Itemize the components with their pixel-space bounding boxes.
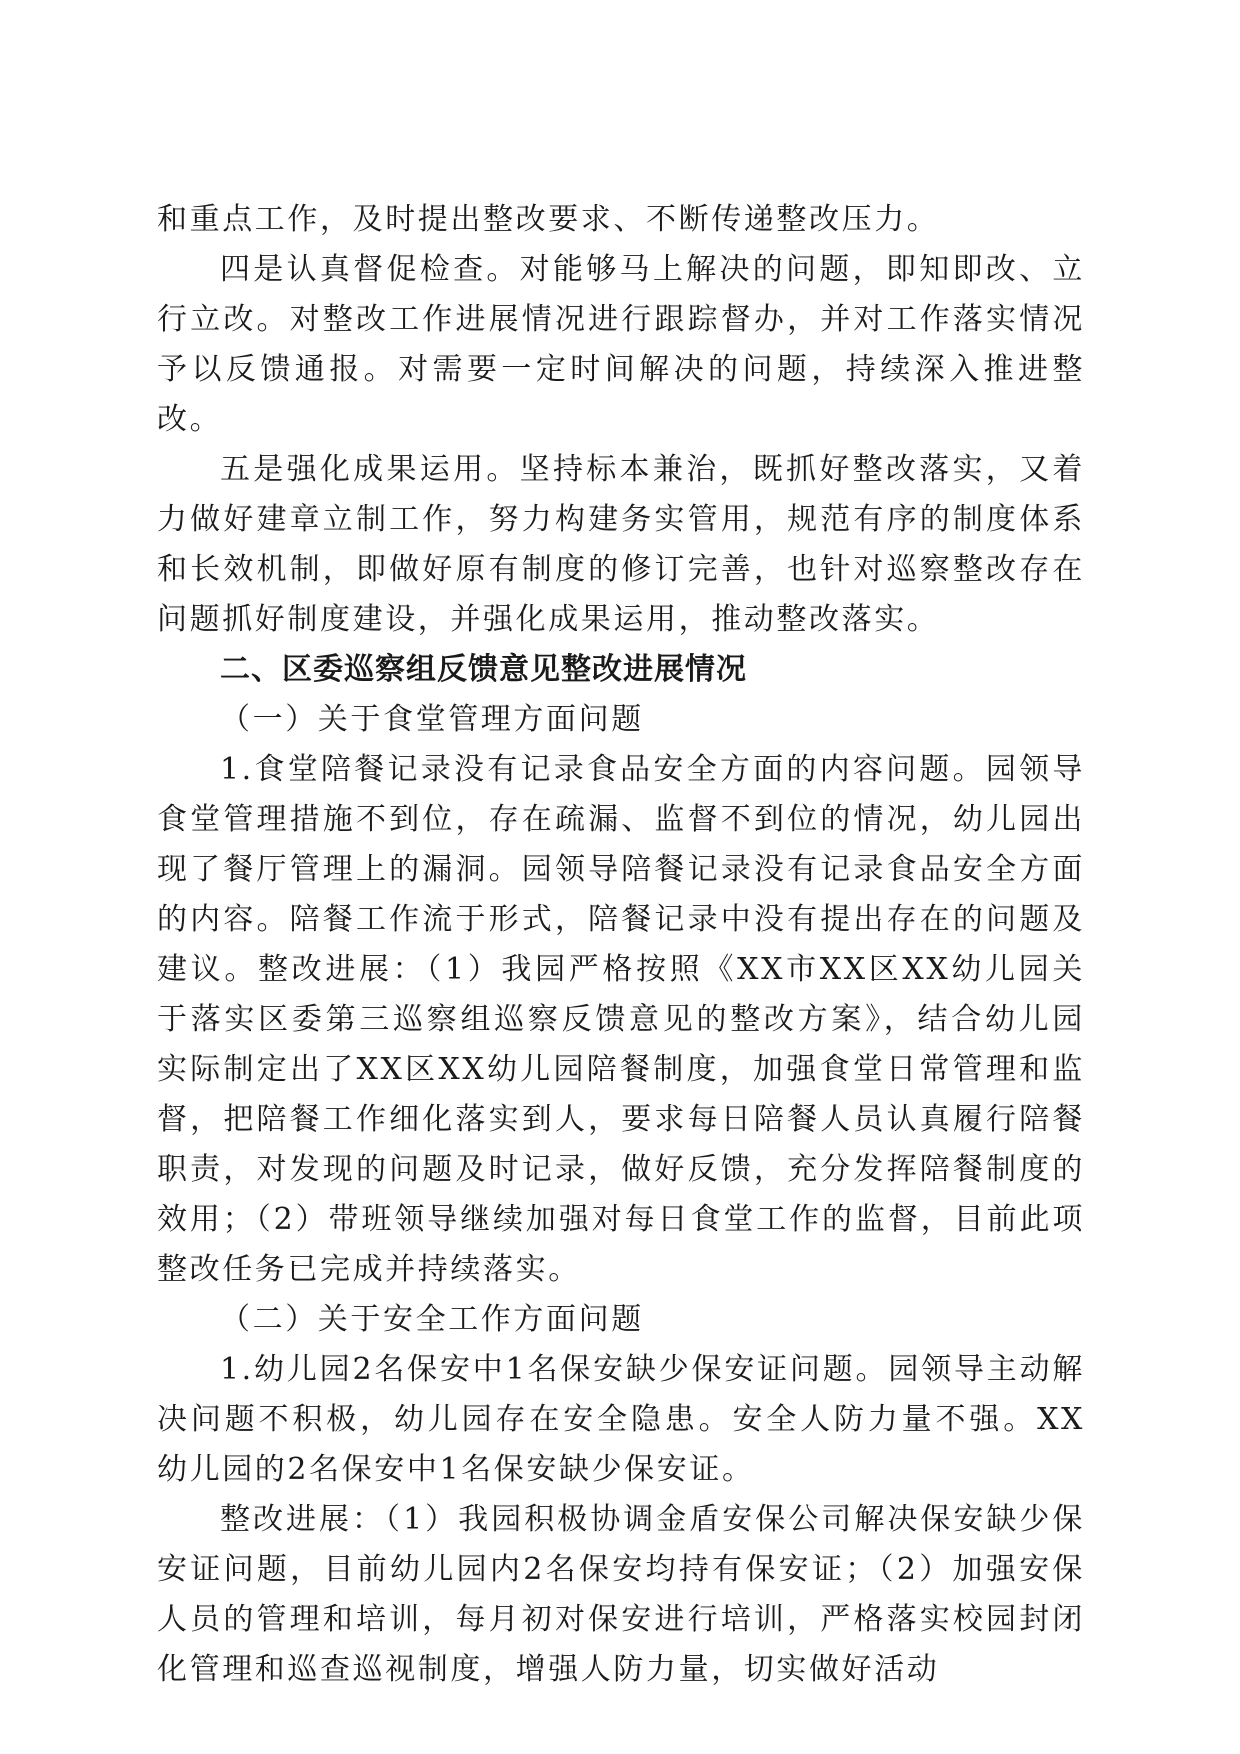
paragraph-safety-progress: 整改进展：（1）我园积极协调金盾安保公司解决保安缺少保安证问题，目前幼儿园内2名保安均持有保安证；（2）加强安保人员的管理和培训，每月初对保安进行培训，严格落实校园封闭化管理和巡查巡视制度，增强人防力量，切实做好活动: [157, 1502, 1085, 1687]
paragraph-safety-issue: 1.幼儿园2名保安中1名保安缺少保安证问题。园领导主动解决问题不积极，幼儿园存在安全隐患。安全人防力量不强。XX幼儿园的2名保安中1名保安缺少保安证。: [157, 1352, 1085, 1487]
subsection-heading-safety: （二）关于安全工作方面问题: [220, 1302, 644, 1337]
paragraph-results: 五是强化成果运用。坚持标本兼治，既抓好整改落实，又着力做好建章立制工作，努力构建务实管用，规范有序的制度体系和长效机制，即做好原有制度的修订完善，也针对巡察整改存在问题抓好制度建设，并强化成果运用，推动整改落实。: [157, 452, 1085, 637]
paragraph-continuation: 和重点工作，及时提出整改要求、不断传递整改压力。: [157, 202, 940, 237]
subsection-heading-canteen: （一）关于食堂管理方面问题: [220, 702, 644, 737]
section-heading-2: 二、区委巡察组反馈意见整改进展情况: [220, 652, 747, 687]
paragraph-canteen-issue: 1.食堂陪餐记录没有记录食品安全方面的内容问题。园领导食堂管理措施不到位，存在疏漏、监督不到位的情况，幼儿园出现了餐厅管理上的漏洞。园领导陪餐记录没有记录食品安全方面的内容。陪餐工作流于形式，陪餐记录中没有提出存在的问题及建议。整改进展：（1）我园严格按照《XX市XX区XX幼儿园关于落实区委第三巡察组巡察反馈意见的整改方案》，结合幼儿园实际制定出了XX区XX幼儿园陪餐制度，加强食堂日常管理和监督，把陪餐工作细化落实到人，要求每日陪餐人员认真履行陪餐职责，对发现的问题及时记录，做好反馈，充分发挥陪餐制度的效用；（2）带班领导继续加强对每日食堂工作的监督，目前此项整改任务已完成并持续落实。: [157, 752, 1085, 1287]
document-page: [157, 195, 1085, 1695]
paragraph-supervision: 四是认真督促检查。对能够马上解决的问题，即知即改、立行立改。对整改工作进展情况进行跟踪督办，并对工作落实情况予以反馈通报。对需要一定时间解决的问题，持续深入推进整改。: [157, 252, 1085, 437]
